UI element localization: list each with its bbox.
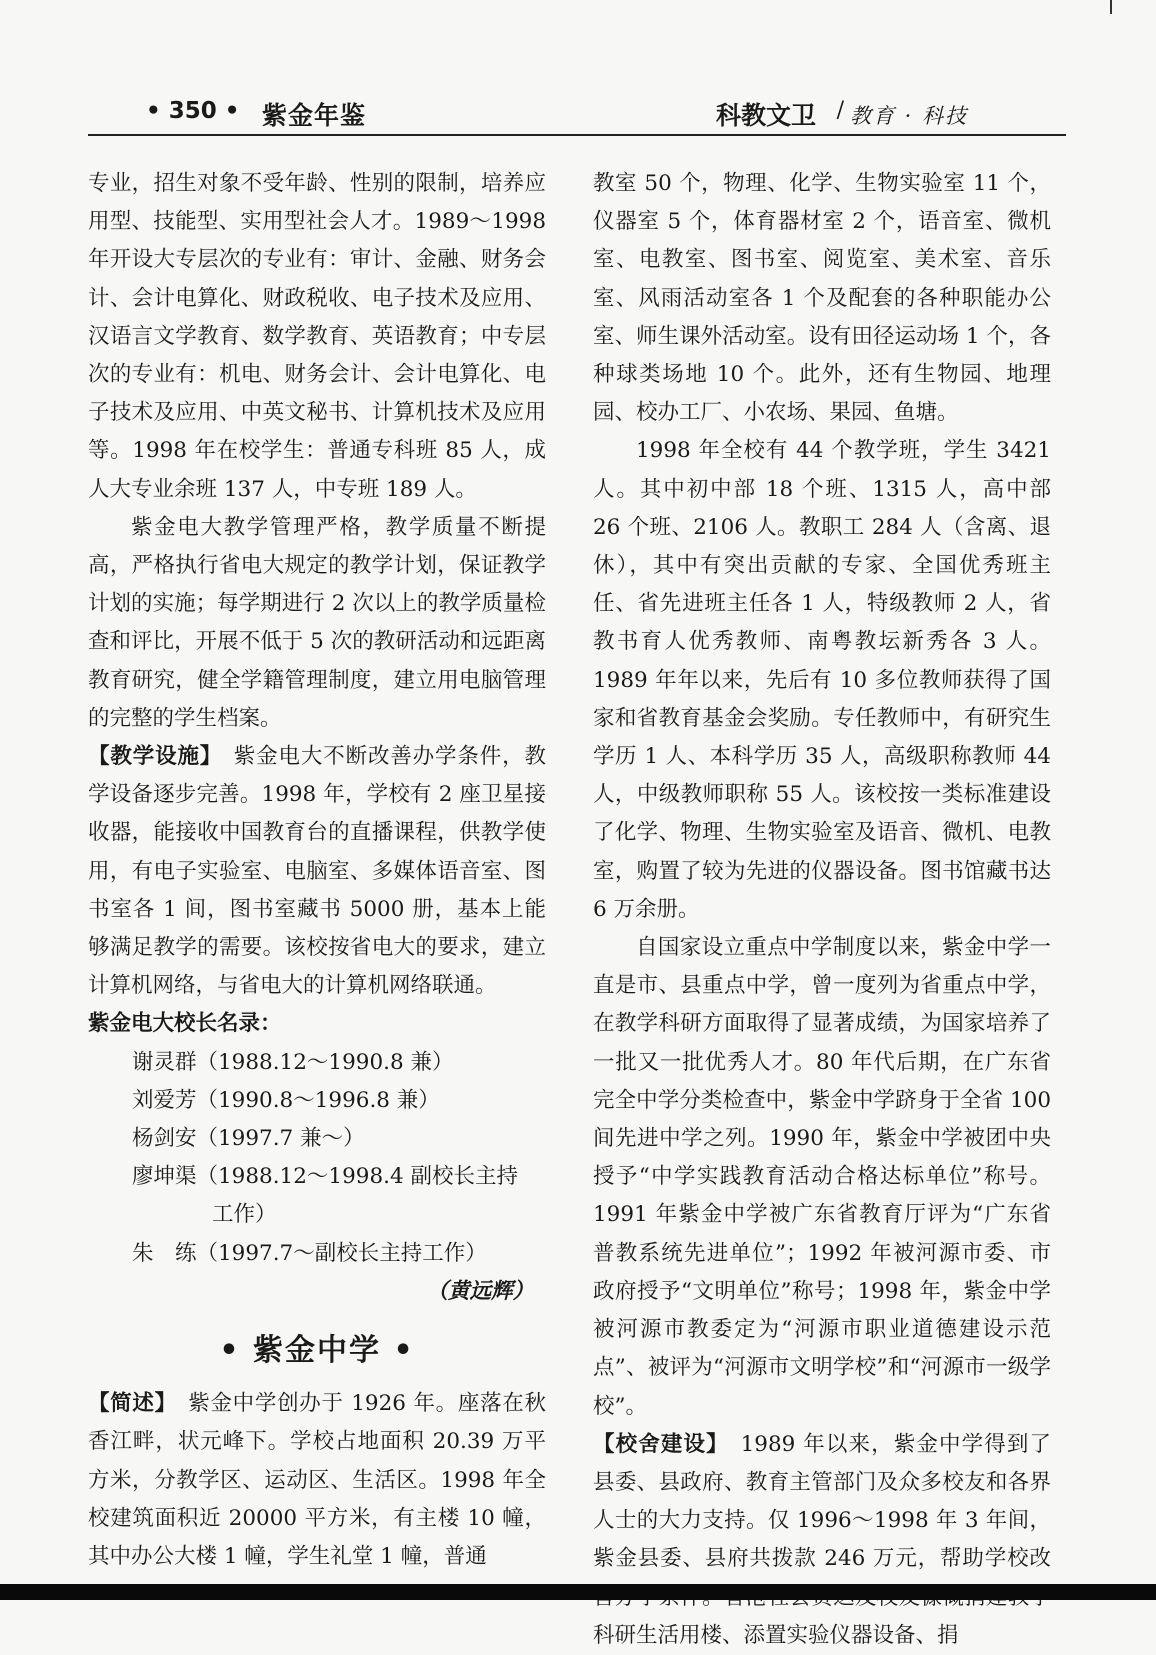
list-item: 杨剑安（1997.7 兼～） [132, 1126, 365, 1152]
page-header [88, 94, 1066, 136]
paragraph: 教室 50 个，物理、化学、生物实验室 11 个，仪器室 5 个，体育器材室 2 个，语音室、微机室、电教室、图书室、阅览室、美术室、音乐室、风雨活动室各 1 个及配套的各种职能办公室、师生课外活动室。设有田径运动场 1 个，各种球类场地 10 个。此外，还有生物园、地理园、校办工厂、小农场、果园、鱼塘。 [593, 171, 1051, 426]
list-item: 朱 练（1997.7～副校长主持工作） [132, 1240, 487, 1266]
page-number: • 350 • [146, 98, 240, 124]
right-column [593, 165, 1051, 1655]
section-title: 科教文卫 [715, 101, 816, 130]
list-item: 廖坤渠（1988.12～1998.4 副校长主持 [132, 1164, 518, 1190]
principals-list [88, 1044, 546, 1273]
overview-paragraph [88, 1385, 546, 1576]
scan-corner-mark [1110, 0, 1124, 14]
school-heading: • 紫金中学 • [219, 1333, 415, 1369]
list-item: 刘爱芳（1990.8～1996.8 兼） [132, 1087, 440, 1113]
facilities-paragraph [88, 738, 546, 1005]
left-column [88, 165, 546, 1576]
construction-text: 1989 年以来，紫金中学得到了县委、县政府、教育主管部门及众多校友和各界人士的大力支持。仅 1996～1998 年 3 年间，紫金县委、县府共拨款 246 万元，帮助学校改 科研生活用楼、添置实验仪器设备、捐 [593, 1431, 1051, 1648]
construction-label: 【校舍建设】 [593, 1431, 718, 1457]
principals-heading: 紫金电大校长名录： [88, 1011, 282, 1037]
facilities-label: 【教学设施】 [88, 744, 212, 770]
paragraph: 专业，招生对象不受年龄、性别的限制，培养应用型、技能型、实用型社会人才。1989～1998年开设大专层次的专业有：审计、金融、财务会计、会计电算化、财政税收、电子技术及应用、汉语言文学教育、数学教育、英语教育；中专层次的专业有：机电、财务会计、会计电算化、电子技术及应用、中英文秘书、计算机技术及应用等。1998 年在校学生：普通专科班 85 人，成人大专业余班 137 人，中专班 189 人。 [88, 171, 546, 502]
scan-edge [0, 1584, 1156, 1600]
list-item-continuation: 工作） [212, 1202, 277, 1228]
paragraph: 紫金电大教学管理严格，教学质量不断提高，严格执行省电大规定的教学计划，保证教学计划的实施；每学期进行 2 次以上的教学质量检查和评比，开展不低于 5 次的教研活动和远距离教育研究，健全学籍管理制度，建立用电脑管理的完整的学生档案。 [88, 514, 546, 731]
overview-text: 紫金中学创办于 1926 年。座落在秋香江畔，状元峰下。学校占地面积 20.39 万平方米，分教学区、运动区、生活区。1998 年全校建筑面积近 20000 平方米，有主楼 10 幢，其中办公大楼 1 幢，学生礼堂 1 幢，普通 [88, 1391, 546, 1569]
paragraph: 自国家设立重点中学制度以来，紫金中学一直是市、县重点中学，曾一度列为省重点中学，在教学科研方面取得了显著成绩，为国家培养了一批又一批优秀人才。80 年代后期，在广东省完全中学分类检查中，紫金中学跻身于全省 100 间先进中学之列。1990 年，紫金中学被团中央授予“中学实践教育活动合格达标单位”称号。1991 年紫金中学被广东省教育厅评为“广东省普教系统先进单位”；1992 年被河源市委、市政府授予“文明单位”称号；1998 年，紫金中学被河源市教委定为“河源市职业道德建设示范点”、被评为“河源市文明学校”和“河源市一级学校”。 [593, 935, 1051, 1419]
list-item: 谢灵群（1988.12～1990.8 兼） [132, 1049, 454, 1075]
book-title: 紫金年鉴 [262, 101, 367, 130]
overview-label: 【简述】 [88, 1391, 167, 1417]
subsection-title: 教育 · 科技 [849, 104, 968, 128]
header-separator: / [836, 98, 844, 123]
facilities-text: 紫金电大不断改善办学条件，教学设备逐步完善。1998 年，学校有 2 座卫星接收器，能接收中国教育台的直播课程，供教学使用，有电子实验室、电脑室、多媒体语音室、图书室各 1 间，图书室藏书 5000 册，基本上能够满足教学的需要。该校按省电大的要求，建立计算机网络，与省电大的计算机网络联通。 [88, 744, 546, 999]
author-signature: （黄远辉） [426, 1278, 534, 1304]
paragraph: 1998 年全校有 44 个教学班，学生 3421 人。其中初中部 18 个班、1315 人，高中部 26 个班、2106 人。教职工 284 人（含离、退休），其中有突出贡献的专家、全国优秀班主任、省先进班主任各 1 人，特级教师 2 人，省教书育人优秀教师、南粤教坛新秀各 3 人。1989 年年以来，先后有 10 多位教师获得了国家和省教育基金会奖励。专任教师中，有研究生学历 1 人、本科学历 35 人，高级职称教师 44 人，中级教师职称 55 人。该校按一类标准建设了化学、物理、生物实验室及语音、微机、电教室，购置了较为先进的仪器设备。图书馆藏书达 6 万余册。 [593, 438, 1051, 922]
construction-paragraph [593, 1426, 1051, 1655]
